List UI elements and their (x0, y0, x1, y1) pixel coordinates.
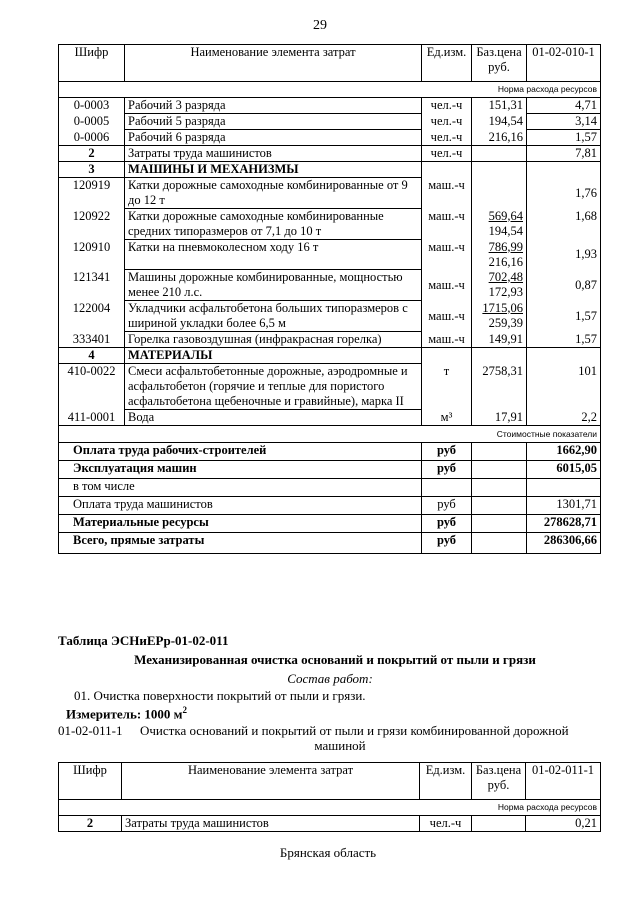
table-row (59, 332, 601, 348)
row-name: Укладчики асфальтобетона больших типоразмеров с шириной укладки более 6,5 м (125, 301, 422, 332)
section-name: МАШИНЫ И МЕХАНИЗМЫ (125, 162, 422, 178)
row-unit: чел.-ч (422, 146, 472, 162)
row-unit: маш.-ч (422, 240, 472, 270)
header-norm-code: 01-02-010-1 (527, 45, 601, 82)
machinists-row (59, 146, 601, 162)
table-header-row (59, 45, 601, 82)
row-value: 1,76 (527, 178, 601, 209)
section-code: 4 (59, 348, 125, 364)
row-name: Затраты труда машинистов (125, 146, 422, 162)
row-unit: чел.-ч (422, 98, 472, 114)
row-price (472, 178, 527, 209)
row-unit: чел.-ч (422, 130, 472, 146)
header-unit: Ед.изм. (420, 763, 472, 800)
row-price: 216,16 (472, 130, 527, 146)
table-header-row (59, 763, 601, 800)
total-value: 278628,71 (527, 515, 601, 533)
meter (66, 705, 187, 722)
row-code: 2 (59, 816, 122, 832)
work-composition-label: Состав работ: (287, 671, 373, 686)
footer-region: Брянская область (279, 845, 377, 860)
table-row (59, 114, 601, 130)
cost-label-row (59, 426, 601, 443)
row-price: 2758,31 (472, 364, 527, 410)
total-value: 1301,71 (527, 497, 601, 515)
row-name: Рабочий 6 разряда (125, 130, 422, 146)
table-row (59, 410, 601, 426)
table-row (59, 130, 601, 146)
total-row (59, 479, 601, 497)
row-code: 333401 (59, 332, 125, 348)
row-price: 702,48 172,93 (472, 270, 527, 301)
total-label: Эксплуатация машин (59, 461, 422, 479)
total-value: 6015,05 (527, 461, 601, 479)
table-row (59, 240, 601, 270)
row-unit: чел.-ч (420, 816, 472, 832)
section-row-materials (59, 348, 601, 364)
cost-label: Стоимостные показатели (59, 426, 601, 443)
total-unit: руб (422, 497, 472, 515)
row-code: 0-0005 (59, 114, 125, 130)
row-name: Смеси асфальтобетонные дорожные, аэродромные и асфальтобетон (горячие и теплые для пористого асфальтобетона щебеночные и гравийные), марка II (125, 364, 422, 410)
table-title: Таблица ЭСНиЕРр-01-02-011 (58, 633, 229, 648)
row-value: 3,14 (527, 114, 601, 130)
total-label: Оплата труда машинистов (59, 497, 422, 515)
total-row (59, 461, 601, 479)
row-price: 1715,06 259,39 (472, 301, 527, 332)
row-name: Катки дорожные самоходные комбинированные от 9 до 12 т (125, 178, 422, 209)
work-item: 01. Очистка поверхности покрытий от пыли и грязи. (74, 688, 366, 703)
row-unit: м³ (422, 410, 472, 426)
total-label: в том числе (59, 479, 422, 497)
row-code: 120910 (59, 240, 125, 270)
row-price: 569,64 194,54 (472, 209, 527, 240)
row-unit: маш.-ч (422, 209, 472, 240)
header-name: Наименование элемента затрат (125, 45, 422, 82)
total-label: Материальные ресурсы (59, 515, 422, 533)
row-code: 121341 (59, 270, 125, 301)
header-unit: Ед.изм. (422, 45, 472, 82)
row-value: 7,81 (527, 146, 601, 162)
table-row (59, 178, 601, 209)
row-price: 786,99 216,16 (472, 240, 527, 270)
row-value: 1,57 (527, 301, 601, 332)
resource-table-01-02-010-1 (58, 44, 601, 554)
row-value: 4,71 (527, 98, 601, 114)
row-name: Катки на пневмоколесном ходу 16 т (125, 240, 422, 270)
table-row (59, 209, 601, 240)
row-price: 17,91 (472, 410, 527, 426)
row-name: Катки дорожные самоходные комбинированные средних типоразмеров от 7,1 до 10 т (125, 209, 422, 240)
row-value: 1,57 (527, 332, 601, 348)
total-value: 286306,66 (527, 533, 601, 554)
row-value: 1,93 (527, 240, 601, 270)
row-name: Затраты труда машинистов (122, 816, 420, 832)
total-row (59, 515, 601, 533)
table-row (59, 98, 601, 114)
row-name: Машины дорожные комбинированные, мощностью менее 210 л.с. (125, 270, 422, 301)
total-unit: руб (422, 443, 472, 461)
table-row (59, 270, 601, 301)
total-row (59, 497, 601, 515)
norm-label: Норма расхода ресурсов (59, 82, 601, 98)
total-value: 1662,90 (527, 443, 601, 461)
row-name: Горелка газовоздушная (инфракрасная горелка) (125, 332, 422, 348)
row-code: 120922 (59, 209, 125, 240)
row-code: 122004 (59, 301, 125, 332)
norm-description (140, 723, 600, 753)
table-row (59, 301, 601, 332)
row-name: Рабочий 3 разряда (125, 98, 422, 114)
row-value: 0,21 (526, 816, 601, 832)
row-name: Рабочий 5 разряда (125, 114, 422, 130)
header-code: Шифр (59, 45, 125, 82)
row-code: 410-0022 (59, 364, 125, 410)
description-line-2: машиной (314, 738, 366, 753)
header-price: Баз.цена руб. (472, 45, 527, 82)
table-row (59, 364, 601, 410)
page-number: 29 (313, 18, 327, 33)
total-label: Всего, прямые затраты (59, 533, 422, 554)
row-code: 2 (59, 146, 125, 162)
row-price (472, 816, 526, 832)
total-unit: руб (422, 515, 472, 533)
meter-sup: 2 (182, 705, 188, 715)
total-unit: руб (422, 533, 472, 554)
header-norm-code: 01-02-011-1 (526, 763, 601, 800)
total-label: Оплата труда рабочих-строителей (59, 443, 422, 461)
resource-table-01-02-011-1 (58, 762, 601, 832)
norm-label-row (59, 82, 601, 98)
row-value: 1,68 (527, 209, 601, 240)
row-price: 149,91 (472, 332, 527, 348)
row-price: 194,54 (472, 114, 527, 130)
row-unit: маш.-ч (422, 332, 472, 348)
meter-label: Измеритель: (66, 706, 142, 722)
row-price: 151,31 (472, 98, 527, 114)
row-value: 2,2 (527, 410, 601, 426)
row-value: 101 (527, 364, 601, 410)
row-name: Вода (125, 410, 422, 426)
row-unit: маш.-ч (422, 178, 472, 209)
section-name: МАТЕРИАЛЫ (125, 348, 422, 364)
row-value: 1,57 (527, 130, 601, 146)
section-code: 3 (59, 162, 125, 178)
row-unit: маш.-ч (422, 301, 472, 332)
norm-label: Норма расхода ресурсов (59, 800, 601, 816)
total-unit: руб (422, 461, 472, 479)
norm-code: 01-02-011-1 (58, 723, 123, 738)
total-row (59, 533, 601, 554)
norm-label-row (59, 800, 601, 816)
section-row-machines (59, 162, 601, 178)
header-price: Баз.цена руб. (472, 763, 526, 800)
row-code: 0-0006 (59, 130, 125, 146)
meter-value: 1000 м (144, 706, 183, 722)
row-code: 0-0003 (59, 98, 125, 114)
description-line-1: Очистка оснований и покрытий от пыли и грязи комбинированной дорожной (140, 723, 569, 738)
row-unit: маш.-ч (422, 270, 472, 301)
row-value: 0,87 (527, 270, 601, 301)
total-row (59, 443, 601, 461)
section-subtitle: Механизированная очистка оснований и покрытий от пыли и грязи (134, 652, 536, 667)
header-name: Наименование элемента затрат (122, 763, 420, 800)
table-row (59, 816, 601, 832)
row-code: 411-0001 (59, 410, 125, 426)
row-code: 120919 (59, 178, 125, 209)
header-code: Шифр (59, 763, 122, 800)
row-price (472, 146, 527, 162)
row-unit: чел.-ч (422, 114, 472, 130)
row-unit: т (422, 364, 472, 410)
